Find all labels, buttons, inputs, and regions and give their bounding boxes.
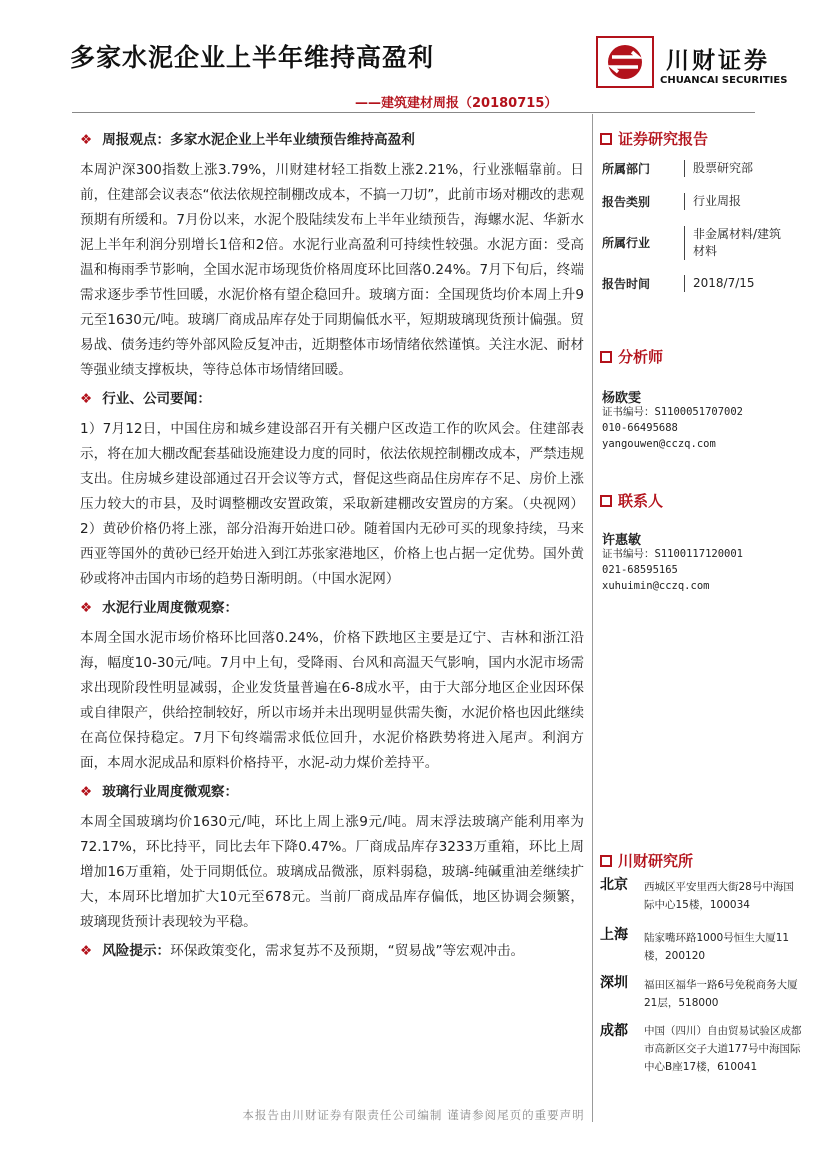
analyst-details: 证书编号：S1100051707002 010-66495688 yangouwen@cczq.com <box>602 406 744 450</box>
page-title: 多家水泥企业上半年维持高盈利 <box>70 43 435 72</box>
report-icon <box>600 133 612 145</box>
section-body: 本周沪深300指数上涨3.79%，川财建材轻工指数上涨2.21%，行业涨幅靠前。日前，住建部会议表态“依法依规控制棚改成本，不搞一刀切”，此前市场对棚改的悲观预期有所缓和。7月份以来，水泥个股陆续发布上半年业绩预告，海螺水泥、华新水泥上半年利润分别增长1倍和2倍。水泥行业高盈利可持续性较强。水泥方面：受高温和梅雨季节影响，全国水泥市场现货价格周度环比回落0.24%。7月下旬后，终端需求逐步季节性回暖，水泥价格有望企稳回升。玻璃方面：全国现货均价本周上升9元至1630元/吨。玻璃厂商成品库存处于同期偏低水平，短期玻璃现货预计偏强。贸易战、债务违约等外部风险反复冲击，近期整体市场情绪依然谨慎。关注水泥、耐材等强业绩支撑板块，等待总体市场情绪回暖。 <box>80 162 584 378</box>
diamond-icon: ❖ <box>80 600 93 616</box>
office-city: 深圳 <box>600 975 628 991</box>
contact-heading: 联系人 <box>600 490 663 511</box>
analyst-icon <box>600 351 612 363</box>
contact-email-link[interactable]: xuhuimin@cczq.com <box>602 580 710 592</box>
institute-icon <box>600 855 612 867</box>
office-address: 西城区平安里西大街28号中海国际中心15楼，100034 <box>644 881 794 911</box>
diamond-icon: ❖ <box>80 784 93 800</box>
footer-disclaimer: 本报告由川财证券有限责任公司编制 谨请参阅尾页的重要声明 <box>242 1108 585 1122</box>
diamond-icon: ❖ <box>80 391 93 407</box>
logo <box>596 36 654 88</box>
info-row: 所属行业非金属材料/建筑材料 <box>602 226 812 260</box>
office-city: 北京 <box>600 877 628 893</box>
office-address: 中国（四川）自由贸易试验区成都市高新区交子大道177号中海国际中心B座17楼，610041 <box>644 1025 802 1073</box>
institute-heading: 川财研究所 <box>600 850 693 871</box>
office-city: 上海 <box>600 927 628 943</box>
analyst-name: 杨欧雯 <box>602 391 642 406</box>
report-heading: 证券研究报告 <box>600 128 708 149</box>
office-city: 成都 <box>600 1023 628 1039</box>
info-row: 报告类别 行业周报 <box>602 193 812 210</box>
office-address: 福田区福华一路6号免税商务大厦21层，518000 <box>644 979 798 1009</box>
column-divider <box>592 114 593 1122</box>
section-body: 本周全国玻璃均价1630元/吨，环比上周上涨9元/吨。周末浮法玻璃产能利用率为72.17%，环比持平，同比去年下降0.47%。厂商成品库存3233万重箱，环比上周增加16万重箱，处于同期低位。玻璃成品微涨，原料弱稳，玻璃-纯碱重油差继续扩大，本周环比增加扩大10元至678元。当前厂商成品库存偏低，地区协调会频繁，玻璃现货预计表现较为平稳。 <box>80 814 584 930</box>
logo-mark-icon <box>598 38 652 86</box>
section-heading: ❖ 玻璃行业周度微观察： <box>80 784 239 800</box>
logo-name-en: CHUANCAI SECURITIES <box>660 75 788 86</box>
logo-name: 川财证券 <box>666 48 770 74</box>
analyst-email-link[interactable]: yangouwen@cczq.com <box>602 438 716 450</box>
section-heading: ❖ 周报观点：多家水泥企业上半年业绩预告维持高盈利 <box>80 132 415 148</box>
contact-icon <box>600 495 612 507</box>
section-heading: ❖ 行业、公司要闻： <box>80 391 211 407</box>
section-body: 1）7月12日，中国住房和城乡建设部召开有关棚户区改造工作的吹风会。住建部表示，将在加大棚改配套基础设施建设力度的同时，依法依规控制棚改成本，严禁违规支出。住房城乡建设部通过召开会议等方式，督促这些商品住房库存不足、房价上涨压力较大的市县，及时调整棚改安置政策，采取新建棚改安置房的方案。（央视网）2）黄砂价格仍将上涨，部分沿海开始进口砂。随着国内无砂可买的现象持续，马来西亚等国外的黄砂已经开始进入到江苏张家港地区，价格上也占据一定优势。国外黄砂或将冲击国内市场的趋势日渐明朗。（中国水泥网） <box>80 421 584 587</box>
main-content <box>80 126 584 969</box>
diamond-icon: ❖ <box>80 943 93 959</box>
header-divider <box>72 112 755 113</box>
contact-name: 许惠敏 <box>602 533 642 548</box>
section-heading: ❖ 水泥行业周度微观察： <box>80 600 239 616</box>
info-row: 所属部门 股票研究部 <box>602 160 812 177</box>
diamond-icon: ❖ <box>80 132 93 148</box>
office-address: 陆家嘴环路1000号恒生大厦11楼，200120 <box>644 932 790 962</box>
risk-note: ❖ 风险提示：环保政策变化，需求复苏不及预期，“贸易战”等宏观冲击。 <box>80 943 525 959</box>
contact-details: 证书编号：S1100117120001 021-68595165 xuhuimin@cczq.com <box>602 548 744 592</box>
analyst-heading: 分析师 <box>600 346 663 367</box>
section-body: 本周全国水泥市场价格环比回落0.24%，价格下跌地区主要是辽宁、吉林和浙江沿海，幅度10-30元/吨。7月中上旬，受降雨、台风和高温天气影响，国内水泥市场需求出现阶段性明显减弱，企业发货量普遍在6-8成水平，由于大部分地区企业因环保或自律限产，供给控制较好，所以市场并未出现明显供需失衡，水泥价格也因此继续在高位保持稳定。7月下旬终端需求低位回升，水泥价格跌势将进入尾声。利润方面，本周水泥成品和原料价格持平，水泥-动力煤价差持平。 <box>80 630 584 771</box>
page-subtitle: ——建筑建材周报（20180715） <box>355 96 558 111</box>
info-row: 报告时间 2018/7/15 <box>602 275 812 292</box>
